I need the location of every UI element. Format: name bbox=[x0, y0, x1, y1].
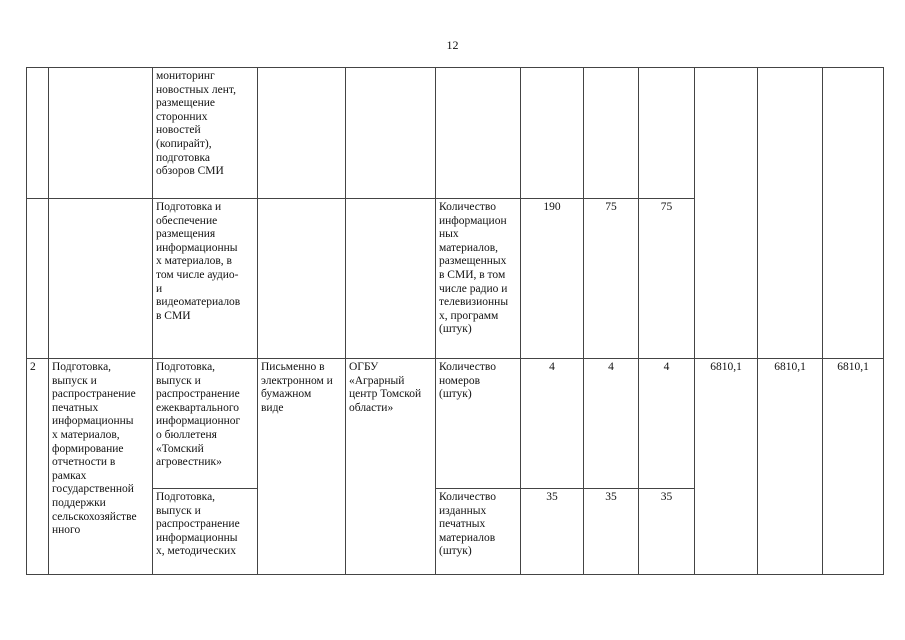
activity-text: мониторинг новостных лент, размещение сторонних новостей (копирайт), подготовка обзоров СМИ bbox=[156, 70, 236, 178]
value-cell: 190 bbox=[521, 199, 584, 359]
executor-cell bbox=[346, 68, 436, 199]
value-cell: 75 bbox=[584, 199, 639, 359]
index-cell bbox=[27, 199, 49, 359]
indicator-text: Количество изданных печатных материалов (штук) bbox=[439, 491, 496, 558]
indicator-cell bbox=[436, 199, 521, 359]
value-cell bbox=[521, 68, 584, 199]
page-number: 12 bbox=[446, 38, 459, 52]
indicator-cell bbox=[436, 68, 521, 199]
form-cell bbox=[258, 359, 346, 575]
activity-cell bbox=[153, 359, 258, 489]
value-cell: 35 bbox=[521, 489, 584, 575]
executor-text: ОГБУ «Аграрный центр Томской области» bbox=[349, 361, 422, 414]
total-cell bbox=[823, 68, 884, 359]
executor-cell bbox=[346, 199, 436, 359]
value-cell: 4 bbox=[521, 359, 584, 489]
activity-cell bbox=[153, 199, 258, 359]
activity-cell bbox=[153, 68, 258, 199]
total-value: 6810,1 bbox=[837, 361, 869, 373]
index-cell bbox=[27, 68, 49, 199]
form-cell bbox=[258, 199, 346, 359]
total-cell bbox=[758, 68, 823, 359]
total-value: 6810,1 bbox=[710, 361, 742, 373]
index-cell: 2 bbox=[27, 359, 49, 575]
indicator-text: Количество информацион ных материалов, размещенных в СМИ, в том числе радио и телевизионны х, программ (штук) bbox=[439, 201, 509, 336]
indicator-text: Количество номеров (штук) bbox=[439, 361, 496, 401]
value-cell: 35 bbox=[584, 489, 639, 575]
indicator-cell bbox=[436, 359, 521, 489]
total-cell bbox=[758, 359, 823, 575]
form-text: Письменно в электронном и бумажном виде bbox=[261, 361, 333, 414]
table-row bbox=[27, 68, 884, 199]
value-cell bbox=[639, 68, 695, 199]
value-cell bbox=[584, 68, 639, 199]
total-cell bbox=[695, 68, 758, 359]
activity-text: Подготовка, выпуск и распространение информационны х, методических bbox=[156, 491, 240, 558]
title-cell bbox=[49, 68, 153, 199]
executor-cell bbox=[346, 359, 436, 575]
total-cell bbox=[823, 359, 884, 575]
indicator-cell bbox=[436, 489, 521, 575]
title-cell bbox=[49, 359, 153, 575]
table-row bbox=[27, 359, 884, 489]
activity-cell bbox=[153, 489, 258, 575]
title-cell bbox=[49, 199, 153, 359]
value-cell: 35 bbox=[639, 489, 695, 575]
activity-text: Подготовка, выпуск и распространение ежеквартального информационног о бюллетеня «Томский агровестник» bbox=[156, 361, 241, 469]
program-table bbox=[26, 67, 884, 575]
total-cell bbox=[695, 359, 758, 575]
form-cell bbox=[258, 68, 346, 199]
total-value: 6810,1 bbox=[774, 361, 806, 373]
activity-text: Подготовка и обеспечение размещения информационны х материалов, в том числе аудио- и видеоматериалов в СМИ bbox=[156, 201, 241, 322]
value-cell: 75 bbox=[639, 199, 695, 359]
value-cell: 4 bbox=[584, 359, 639, 489]
section-title-text: Подготовка, выпуск и распространение печатных информационны х материалов, формирование отчетности в рамках государственной поддержки сельскохозяйстве нного bbox=[52, 361, 137, 537]
value-cell: 4 bbox=[639, 359, 695, 489]
